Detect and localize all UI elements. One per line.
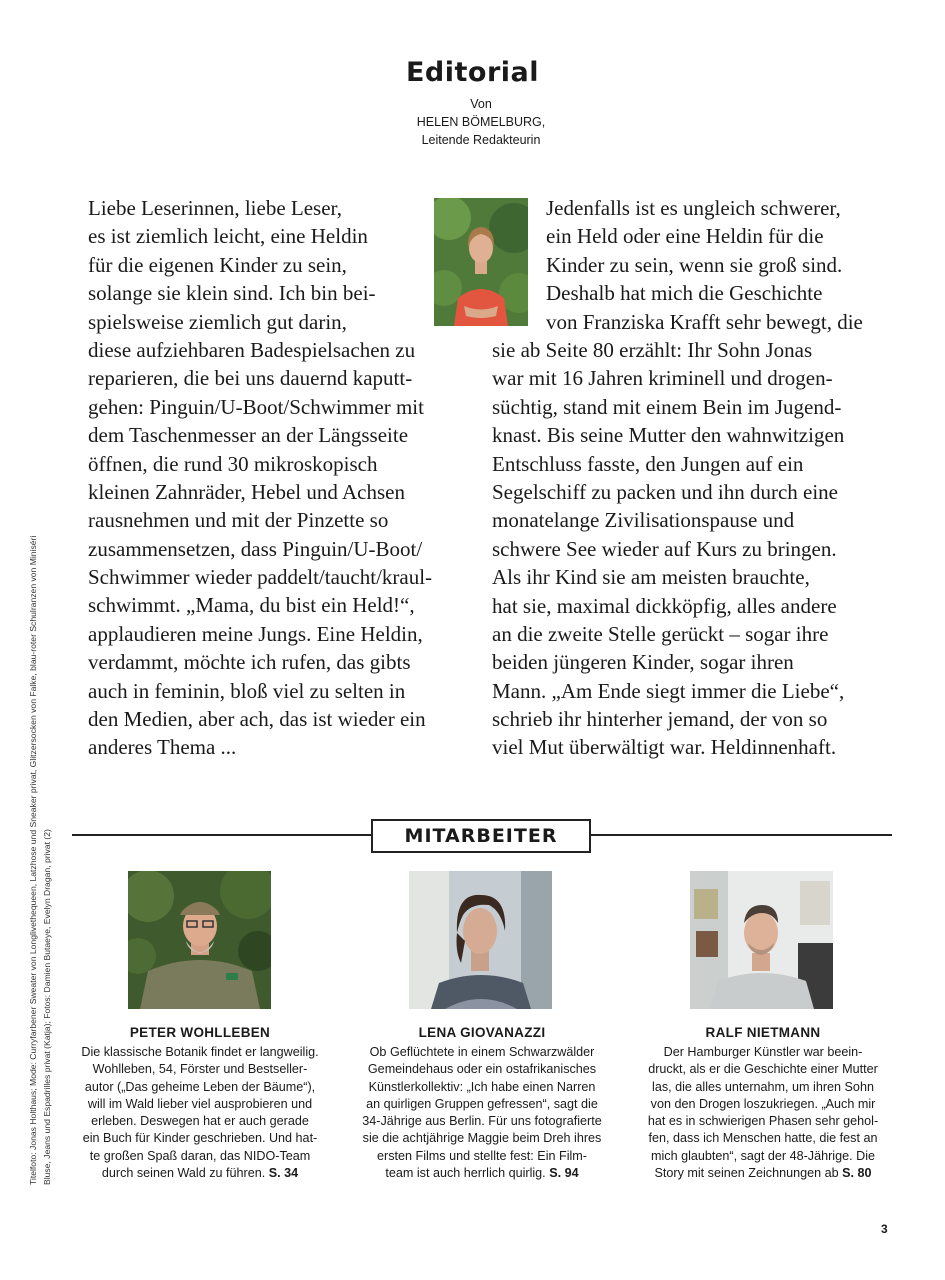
- byline-name: HELEN BÖMELBURG,: [416, 115, 546, 129]
- bio-line-text: Wohlleben, 54, Förster und Bestseller-: [92, 1062, 308, 1077]
- bio-line-text: ersten Films und stellte fest: Ein Film-: [377, 1148, 587, 1163]
- editorial-line: Kinder zu sein, wenn sie groß sind.: [546, 252, 843, 277]
- editorial-line: Entschluss fasste, den Jungen auf ein: [492, 451, 804, 476]
- photo-credits: [26, 536, 54, 1185]
- bio-line: [623, 1113, 903, 1130]
- bio-line-text: Die klassische Botanik findet er langweilig.: [81, 1045, 319, 1059]
- editorial-line: dem Taschenmesser an der Längsseite: [88, 423, 409, 448]
- editorial-line: an die zweite Stelle gerückt – sogar ihre: [492, 621, 829, 646]
- editorial-line: Segelschiff zu packen und ihn durch eine: [492, 479, 838, 504]
- editorial-line: rausnehmen und mit der Pinzette so: [88, 508, 389, 533]
- bio-line: [60, 1044, 340, 1061]
- editorial-line: anderes Thema ...: [88, 735, 237, 760]
- editorial-line: gehen: Pinguin/U-Boot/Schwimmer mit: [88, 394, 424, 419]
- bio-line: [60, 1096, 340, 1113]
- bio-line-text: team ist auch herrlich quirlig.: [385, 1166, 546, 1181]
- bio-line-text: Künstlerkollektiv: „Ich habe einen Narren: [368, 1079, 596, 1094]
- editorial-line: Als ihr Kind sie am meisten brauchte,: [492, 565, 810, 590]
- bio-line: [342, 1165, 622, 1182]
- byline-von: Von: [470, 97, 492, 111]
- bio-line-text: Gemeindehaus oder ein ostafrikanisches: [367, 1062, 597, 1077]
- bio-line-text: 34-Jährige aus Berlin. Für uns fotografierte: [362, 1114, 602, 1129]
- bio-line: [623, 1165, 903, 1182]
- editorial-line: zusammensetzen, dass Pinguin/U-Boot/: [88, 536, 423, 561]
- editorial-line: den Medien, aber ach, das ist wieder ein: [88, 707, 426, 732]
- contributor-bio: [60, 1044, 340, 1182]
- bio-line-text: Story mit seinen Zeichnungen ab: [654, 1166, 839, 1181]
- bio-line: [623, 1148, 903, 1165]
- editorial-line: solange sie klein sind. Ich bin bei-: [88, 281, 376, 306]
- editorial-right-column-top: [546, 194, 863, 336]
- editorial-line: war mit 16 Jahren kriminell und drogen-: [492, 366, 833, 391]
- photo-credits-line: Titelfoto: Jonas Holthaus; Mode: Curryfarbener Sweater von Longlivethequeen, Latzhose und Sneaker privat, Glitzersocken von Falke, blau-roter Schulranzen von Miniséri: [28, 535, 38, 1185]
- editorial-line: öffnen, die rund 30 mikroskopisch: [88, 451, 378, 476]
- bio-line: [342, 1096, 622, 1113]
- bio-line-text: Ob Geflüchtete in einem Schwarzwälder: [369, 1045, 595, 1059]
- bio-line-text: an quirligen Gruppen gefressen“, sagt die: [366, 1096, 598, 1111]
- contributor-name: PETER WOHLLEBEN: [129, 1025, 271, 1040]
- editorial-line: beiden jüngeren Kinder, sogar ihren: [492, 650, 794, 675]
- editorial-line: sie ab Seite 80 erzählt: Ihr Sohn Jonas: [492, 338, 813, 362]
- editorial-line: applaudieren meine Jungs. Eine Heldin,: [88, 621, 423, 646]
- editorial-right-column: [492, 336, 844, 762]
- bio-line-text: fen, dass ich Menschen hatte, die fest an: [648, 1131, 878, 1146]
- editorial-line: diese aufziehbaren Badespielsachen zu: [88, 337, 416, 362]
- bio-line-text: mich glaubten“, sagt der 48-Jährige. Die: [650, 1148, 875, 1163]
- contributor-photo-lena-giovanazzi: [409, 871, 552, 1009]
- contributor-name: RALF NIETMANN: [705, 1025, 821, 1040]
- contributor-bio: [623, 1044, 903, 1182]
- editorial-line: schrieb ihr hinterher jemand, der von so: [492, 707, 828, 732]
- page-reference: S. 80: [842, 1166, 872, 1181]
- bio-line-text: von den Drogen loszukriegen. „Auch mir: [650, 1096, 876, 1111]
- editorial-line: Mann. „Am Ende siegt immer die Liebe“,: [492, 678, 845, 703]
- editor-portrait: [434, 198, 528, 326]
- bio-line: [342, 1130, 622, 1147]
- bio-line: [623, 1079, 903, 1096]
- editorial-line: auch in feminin, bloß viel zu selten in: [88, 678, 406, 703]
- editorial-line: hat sie, maximal dickköpfig, alles andere: [492, 593, 837, 618]
- page-number: 3: [881, 1222, 888, 1236]
- editorial-line: es ist ziemlich leicht, eine Heldin: [88, 224, 368, 249]
- editorial-line: süchtig, stand mit einem Bein im Jugend-: [492, 394, 842, 419]
- bio-line: [60, 1113, 340, 1130]
- bio-line-text: Der Hamburger Künstler war beein-: [663, 1045, 863, 1059]
- page-reference: S. 34: [268, 1166, 299, 1181]
- editorial-line: von Franziska Krafft sehr bewegt, die: [546, 309, 863, 334]
- bio-line: [60, 1079, 340, 1096]
- byline-role: Leitende Redakteurin: [421, 133, 541, 147]
- editorial-line: viel Mut überwältigt war. Heldinnenhaft.: [492, 735, 837, 760]
- bio-line-text: hat es in schwierigen Phasen sehr gehol-: [647, 1114, 879, 1129]
- bio-line-text: ein Buch für Kinder geschrieben. Und hat-: [82, 1131, 318, 1146]
- photo-credits-line: Bluse, Jeans und Espadrilles privat (Katja); Fotos: Damien Butaeye, Evelyn Dragan, privat (2): [42, 829, 52, 1185]
- bio-line: [60, 1061, 340, 1078]
- editorial-line: Deshalb hat mich die Geschichte: [546, 281, 823, 306]
- bio-line-text: sie die achtjährige Maggie beim Dreh ihres: [362, 1131, 602, 1146]
- bio-line: [623, 1061, 903, 1078]
- editorial-line: monatelange Zivilisationspause und: [492, 508, 795, 533]
- contributor-name: LENA GIOVANAZZI: [418, 1025, 546, 1040]
- editorial-line: für die eigenen Kinder zu sein,: [88, 252, 347, 277]
- bio-line: [623, 1096, 903, 1113]
- contributor-photo-ralf-nietmann: [690, 871, 833, 1009]
- bio-line: [342, 1061, 622, 1078]
- editorial-line: reparieren, die bei uns dauernd kaputt-: [88, 366, 413, 391]
- bio-line-text: erleben. Deswegen hat er auch gerade: [91, 1114, 309, 1129]
- bio-line: [342, 1079, 622, 1096]
- bio-line: [623, 1044, 903, 1061]
- editorial-line: kleinen Zahnräder, Hebel und Achsen: [88, 479, 405, 504]
- page-reference: S. 94: [549, 1166, 579, 1181]
- bio-line-text: autor („Das geheime Leben der Bäume“),: [84, 1079, 316, 1094]
- contributor-bio: [342, 1044, 622, 1182]
- editorial-line: knast. Bis seine Mutter den wahnwitzigen: [492, 423, 845, 448]
- bio-line-text: will im Wald lieber viel ausprobieren und: [87, 1096, 313, 1111]
- bio-line: [60, 1148, 340, 1165]
- bio-line: [342, 1113, 622, 1130]
- bio-line: [342, 1044, 622, 1061]
- bio-line-text: las, die alles unternahm, um ihren Sohn: [652, 1079, 874, 1094]
- bio-line-text: te großen Spaß daran, das NIDO-Team: [89, 1148, 311, 1163]
- bio-line-text: durch seinen Wald zu führen.: [101, 1166, 266, 1181]
- editorial-line: spielsweise ziemlich gut darin,: [88, 309, 347, 334]
- editorial-line: verdammt, möchte ich rufen, das gibts: [88, 650, 411, 675]
- editorial-line: schwere See wieder auf Kurs zu bringen.: [492, 536, 837, 561]
- page-title: Editorial: [405, 57, 540, 88]
- bio-line-text: druckt, als er die Geschichte einer Mutter: [648, 1062, 878, 1077]
- editorial-line: schwimmt. „Mama, du bist ein Held!“,: [88, 593, 415, 618]
- section-label: MITARBEITER: [371, 819, 591, 853]
- bio-line: [60, 1130, 340, 1147]
- editorial-line: Jedenfalls ist es ungleich schwerer,: [546, 196, 841, 220]
- contributor-photo-peter-wohlleben: [128, 871, 271, 1009]
- section-divider-right: [590, 834, 892, 836]
- bio-line: [342, 1148, 622, 1165]
- editorial-line: Schwimmer wieder paddelt/taucht/kraul-: [88, 565, 433, 590]
- bio-line: [60, 1165, 340, 1182]
- editorial-line: Liebe Leserinnen, liebe Leser,: [88, 196, 342, 220]
- section-divider-left: [72, 834, 374, 836]
- editorial-line: ein Held oder eine Heldin für die: [546, 224, 824, 249]
- bio-line: [623, 1130, 903, 1147]
- editorial-left-column: [88, 194, 432, 762]
